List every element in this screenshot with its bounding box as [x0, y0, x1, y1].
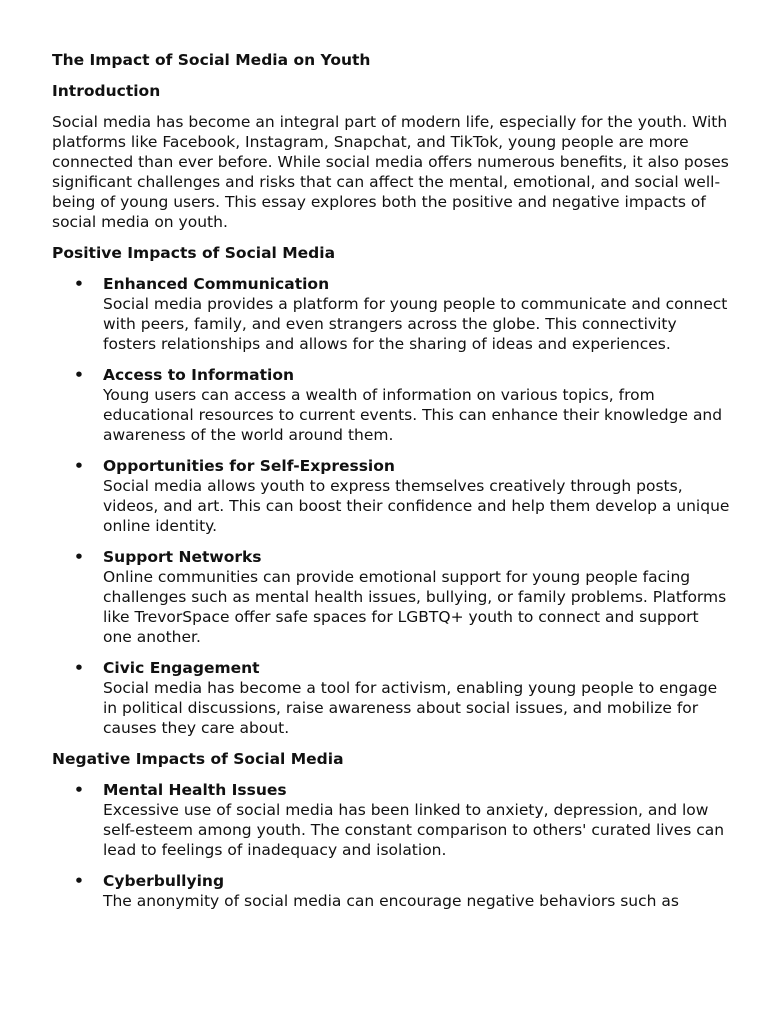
list-item-text: Social media provides a platform for young people to communicate and connect with peers, family, and even strangers across the globe. This connectivity fosters relationships and allows for the sharing of ideas and experiences.: [103, 295, 728, 353]
positive-impacts-heading: Positive Impacts of Social Media: [52, 244, 336, 262]
list-item-text: Excessive use of social media has been linked to anxiety, depression, and low self-esteem among youth. The constant comparison to others' curated lives can lead to feelings of inadequacy and isolation.: [103, 801, 725, 859]
bullet-icon: •: [74, 275, 84, 293]
list-item: [52, 274, 732, 354]
list-item: [52, 871, 732, 911]
list-item-text: Social media has become a tool for activism, enabling young people to engage in political discussions, raise awareness about social issues, and mobilize for causes they care about.: [103, 679, 718, 737]
list-item-title: Cyberbullying: [103, 872, 225, 890]
bullet-icon: •: [74, 872, 84, 890]
negative-impacts-list: [52, 780, 732, 911]
list-item-text: Young users can access a wealth of information on various topics, from educational resources to current events. This can enhance their knowledge and awareness of the world around them.: [103, 386, 723, 444]
intro-paragraph: Social media has become an integral part of modern life, especially for the youth. With platforms like Facebook, Instagram, Snapchat, and TikTok, young people are more connected than ever before. While social media offers numerous benefits, it also poses significant challenges and risks that can affect the mental, emotional, and social well-being of young users. This essay explores both the positive and negative impacts of social media on youth.: [52, 113, 729, 231]
negative-impacts-heading: Negative Impacts of Social Media: [52, 750, 344, 768]
positive-impacts-list: [52, 274, 732, 738]
bullet-icon: •: [74, 548, 84, 566]
list-item-title: Access to Information: [103, 366, 295, 384]
bullet-icon: •: [74, 366, 84, 384]
list-item-title: Support Networks: [103, 548, 262, 566]
list-item: [52, 547, 732, 647]
list-item-title: Enhanced Communication: [103, 275, 330, 293]
document-page: [52, 50, 732, 922]
list-item: [52, 658, 732, 738]
bullet-icon: •: [74, 457, 84, 475]
list-item-title: Civic Engagement: [103, 659, 260, 677]
bullet-icon: •: [74, 659, 84, 677]
list-item: [52, 780, 732, 860]
list-item: [52, 456, 732, 536]
list-item-title: Mental Health Issues: [103, 781, 287, 799]
bullet-icon: •: [74, 781, 84, 799]
list-item-title: Opportunities for Self-Expression: [103, 457, 395, 475]
list-item: [52, 365, 732, 445]
document-title: The Impact of Social Media on Youth: [52, 51, 371, 69]
list-item-text: Online communities can provide emotional support for young people facing challenges such as mental health issues, bullying, or family problems. Platforms like TrevorSpace offer safe spaces for LGBTQ+ youth to connect and support one another.: [103, 568, 727, 646]
list-item-text: The anonymity of social media can encourage negative behaviors such as: [103, 892, 679, 910]
intro-heading: Introduction: [52, 82, 161, 100]
list-item-text: Social media allows youth to express themselves creatively through posts, videos, and art. This can boost their confidence and help them develop a unique online identity.: [103, 477, 730, 535]
